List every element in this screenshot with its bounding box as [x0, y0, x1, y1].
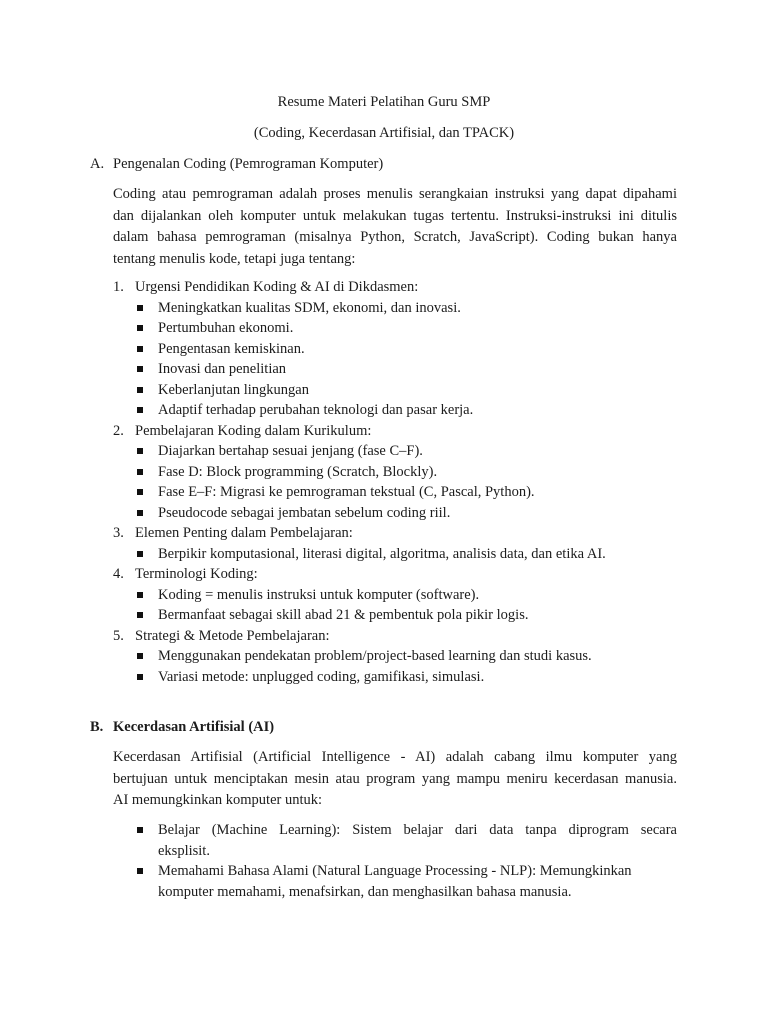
list-item: [113, 523, 693, 544]
bullet-item: [113, 503, 693, 524]
bullet-item: [113, 585, 693, 606]
bullet-text: Berpikir komputasional, literasi digital, algoritma, analisis data, dan etika AI.: [158, 545, 606, 562]
bullet-item: [113, 400, 693, 421]
bullet-text: Memahami Bahasa Alami (Natural Language Processing - NLP): Memungkinkan: [158, 863, 632, 879]
square-bullet-icon: [137, 346, 143, 352]
square-bullet-icon: [137, 868, 143, 874]
list-item-label: Elemen Penting dalam Pembelajaran:: [135, 525, 353, 541]
section-b-title: Kecerdasan Artifisial (AI): [113, 719, 275, 735]
document-title: Resume Materi Pelatihan Guru SMP: [277, 94, 491, 110]
bullet-text: eksplisit.: [158, 842, 210, 859]
list-item-label: Terminologi Koding:: [135, 566, 258, 582]
square-bullet-icon: [137, 551, 143, 557]
bullet-item: [113, 820, 677, 861]
bullet-item: [113, 544, 693, 565]
bullet-item: [113, 482, 693, 503]
bullet-item: [113, 339, 693, 360]
square-bullet-icon: [137, 674, 143, 680]
paragraph-line: dan dijalankan oleh komputer untuk melakukan tugas tertentu. Instruksi-instruksi ini ditulis: [113, 207, 677, 224]
list-item-label: Pembelajaran Koding dalam Kurikulum:: [135, 422, 372, 439]
list-item: [113, 277, 693, 298]
paragraph-line: tentang menulis kode, tetapi juga tentang:: [113, 250, 356, 267]
bullet-item: [113, 298, 693, 319]
square-bullet-icon: [137, 653, 143, 659]
bullet-text: Keberlanjutan lingkungan: [158, 381, 309, 398]
list-number: 1.: [113, 279, 124, 295]
bullet-text: Variasi metode: unplugged coding, gamifikasi, simulasi.: [158, 668, 485, 685]
bullet-text: Pengentasan kemiskinan.: [158, 340, 305, 357]
section-b-intro: [113, 747, 677, 812]
bullet-item: [113, 441, 693, 462]
paragraph-line: Coding atau pemrograman adalah proses menulis serangkaian instruksi yang dapat dipahami: [113, 186, 677, 202]
bullet-item: [113, 646, 693, 667]
list-item: [113, 421, 693, 442]
bullet-text: Menggunakan pendekatan problem/project-based learning dan studi kasus.: [158, 648, 592, 664]
paragraph-line: bertujuan untuk menciptakan mesin atau program yang mampu meniru kecerdasan manusia.: [113, 770, 677, 787]
bullet-item: [113, 667, 693, 688]
section-b-letter: B.: [90, 719, 104, 735]
square-bullet-icon: [137, 325, 143, 331]
bullet-text: Fase D: Block programming (Scratch, Blockly).: [158, 463, 438, 480]
list-number: 2.: [113, 422, 124, 439]
square-bullet-icon: [137, 489, 143, 495]
square-bullet-icon: [137, 612, 143, 618]
document-subtitle: (Coding, Kecerdasan Artifisial, dan TPACK): [253, 125, 515, 141]
section-a-letter: A.: [90, 156, 105, 172]
square-bullet-icon: [137, 510, 143, 516]
square-bullet-icon: [137, 387, 143, 393]
square-bullet-icon: [137, 448, 143, 454]
bullet-item: [113, 359, 693, 380]
list-item: [113, 564, 693, 585]
bullet-text: Meningkatkan kualitas SDM, ekonomi, dan inovasi.: [158, 299, 461, 316]
bullet-text: Pertumbuhan ekonomi.: [158, 320, 294, 336]
bullet-item: [113, 380, 693, 401]
bullet-text: Fase E–F: Migrasi ke pemrograman tekstual (C, Pascal, Python).: [158, 484, 535, 500]
square-bullet-icon: [137, 592, 143, 598]
bullet-item: [113, 605, 693, 626]
paragraph-line: Kecerdasan Artifisial (Artificial Intelligence - AI) adalah cabang ilmu komputer yang: [113, 749, 677, 765]
list-item-label: Strategi & Metode Pembelajaran:: [135, 627, 330, 644]
bullet-text: Diajarkan bertahap sesuai jenjang (fase C–F).: [158, 443, 423, 459]
bullet-text: komputer memahami, menafsirkan, dan menghasilkan bahasa manusia.: [158, 883, 572, 900]
bullet-text: Bermanfaat sebagai skill abad 21 & pembentuk pola pikir logis.: [158, 607, 529, 623]
section-a-title: Pengenalan Coding (Pemrograman Komputer): [113, 156, 384, 172]
square-bullet-icon: [137, 827, 143, 833]
list-number: 5.: [113, 627, 124, 644]
bullet-item: [113, 861, 677, 902]
bullet-item: [113, 318, 693, 339]
bullet-text: Adaptif terhadap perubahan teknologi dan pasar kerja.: [158, 402, 474, 418]
bullet-text: Inovasi dan penelitian: [158, 361, 287, 377]
paragraph-line: dalam bahasa pemrograman (misalnya Python, Scratch, JavaScript). Coding bukan hanya: [113, 229, 677, 245]
list-number: 4.: [113, 566, 124, 582]
list-item: [113, 626, 693, 647]
list-item-label: Urgensi Pendidikan Koding & AI di Dikdasmen:: [135, 279, 419, 295]
square-bullet-icon: [137, 305, 143, 311]
section-b-bullet-list: [113, 820, 677, 902]
bullet-text: Koding = menulis instruksi untuk komputer (software).: [158, 586, 480, 603]
bullet-item: [113, 462, 693, 483]
bullet-text: Pseudocode sebagai jembatan sebelum coding riil.: [158, 504, 451, 521]
list-number: 3.: [113, 525, 124, 541]
paragraph-line: AI memungkinkan komputer untuk:: [113, 792, 323, 808]
square-bullet-icon: [137, 407, 143, 413]
bullet-text: Belajar (Machine Learning): Sistem belajar dari data tanpa diprogram secara: [158, 822, 677, 838]
square-bullet-icon: [137, 469, 143, 475]
section-a-intro: [113, 184, 677, 270]
section-a-numbered-list: [113, 277, 693, 687]
square-bullet-icon: [137, 366, 143, 372]
